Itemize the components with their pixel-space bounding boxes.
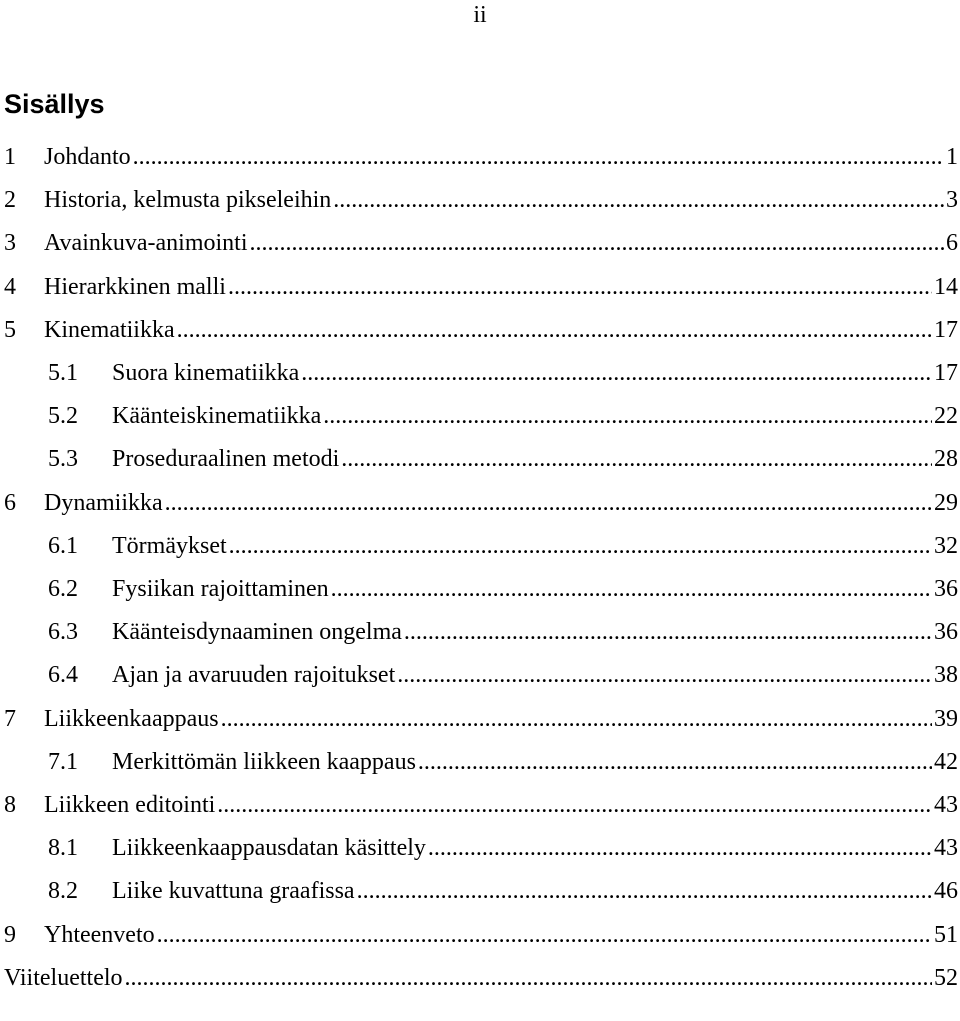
toc-entry[interactable] [4,702,958,736]
toc-entry-page: 46 [934,878,958,904]
toc-entry[interactable] [48,572,958,606]
toc-dot-leader [418,745,932,779]
toc-dot-leader [229,529,932,563]
toc-entry-page: 29 [934,490,958,516]
toc-entry[interactable] [4,270,958,304]
toc-entry-page: 43 [934,792,958,818]
toc-entry[interactable] [4,918,958,952]
toc-entry-number: 5.3 [48,446,78,472]
toc-entry[interactable] [4,226,958,260]
toc-entry-title: Ajan ja avaruuden rajoitukset [112,662,396,688]
toc-entry[interactable] [48,356,958,390]
toc-entry-number: 7.1 [48,749,78,775]
toc-entry-page: 6 [946,230,958,256]
toc-dot-leader [428,831,932,865]
toc-entry-page: 17 [934,360,958,386]
toc-entry-page: 36 [934,619,958,645]
toc-entry-title: Dynamiikka [44,490,163,516]
toc-entry-title: Hierarkkinen malli [44,274,226,300]
toc-entry[interactable] [4,788,958,822]
toc-entry-title: Törmäykset [112,533,227,559]
toc-entry-page: 43 [934,835,958,861]
toc-entry-title: Fysiikan rajoittaminen [112,576,329,602]
toc-entry-number: 6.2 [48,576,78,602]
toc-entry-page: 38 [934,662,958,688]
toc-entry-number: 8 [4,792,16,818]
toc-entry[interactable] [48,399,958,433]
toc-entry-title: Liike kuvattuna graafissa [112,878,355,904]
toc-entry-number: 5.2 [48,403,78,429]
toc-entry-number: 5 [4,317,16,343]
toc-entry-number: 4 [4,274,16,300]
toc-entry[interactable] [48,831,958,865]
toc-entry-page: 51 [934,922,958,948]
toc-entry[interactable] [48,874,958,908]
toc-entry-title: Liikkeenkaappausdatan käsittely [112,835,426,861]
toc-entry[interactable] [48,529,958,563]
toc-entry-number: 7 [4,706,16,732]
toc-entry-title: Proseduraalinen metodi [112,446,340,472]
toc-entry-number: 8.1 [48,835,78,861]
toc-entry-title: Kinematiikka [44,317,175,343]
toc-entry-title: Historia, kelmusta pikseleihin [44,187,332,213]
toc-entry-number: 9 [4,922,16,948]
toc-entry-page: 17 [934,317,958,343]
toc-entry-page: 42 [934,749,958,775]
toc-entry-title: Käänteiskinematiikka [112,403,322,429]
toc-entry-number: 3 [4,230,16,256]
toc-entry-title: Suora kinematiikka [112,360,300,386]
page-number: ii [473,2,487,28]
toc-dot-leader [228,270,932,304]
toc-dot-leader [341,442,932,476]
toc-entry[interactable] [4,140,958,174]
toc-title: Sisällys [4,89,105,119]
toc-dot-leader [397,658,932,692]
toc-dot-leader [157,918,932,952]
toc-entry-page: 36 [934,576,958,602]
toc-dot-leader [323,399,932,433]
toc-entry-page: 14 [934,274,958,300]
toc-entry-title: Liikkeen editointi [44,792,216,818]
toc-dot-leader [177,313,932,347]
toc-entry[interactable] [4,313,958,347]
toc-entry-title: Käänteisdynaaminen ongelma [112,619,402,645]
toc-dot-leader [301,356,932,390]
toc-entry-number: 6.3 [48,619,78,645]
toc-dot-leader [125,961,932,995]
toc-entry-number: 8.2 [48,878,78,904]
toc-entry[interactable] [4,486,958,520]
toc-entry-title: Liikkeenkaappaus [44,706,219,732]
toc-entry-page: 1 [946,144,958,170]
toc-dot-leader [133,140,944,174]
toc-entry-number: 6 [4,490,16,516]
toc-dot-leader [217,788,932,822]
toc-entry-number: 6.4 [48,662,78,688]
toc-entry[interactable] [48,745,958,779]
toc-entry-title: Johdanto [44,144,131,170]
toc-entry[interactable] [48,442,958,476]
toc-entry-number: 2 [4,187,16,213]
toc-entry-number: 5.1 [48,360,78,386]
toc-entry-page: 32 [934,533,958,559]
toc-entry-title: Viiteluettelo [4,965,123,991]
toc-dot-leader [250,226,944,260]
toc-entry-title: Merkittömän liikkeen kaappaus [112,749,416,775]
toc-dot-leader [331,572,932,606]
toc-entry[interactable] [4,183,958,217]
toc-entry[interactable] [4,961,958,995]
toc-entry-number: 6.1 [48,533,78,559]
toc-dot-leader [357,874,932,908]
toc-entry-title: Avainkuva-animointi [44,230,248,256]
toc-entry-page: 22 [934,403,958,429]
toc-entry[interactable] [48,615,958,649]
toc-dot-leader [165,486,932,520]
toc-entry-page: 28 [934,446,958,472]
toc-entry[interactable] [48,658,958,692]
toc-entry-number: 1 [4,144,16,170]
toc-dot-leader [221,702,932,736]
toc-entry-page: 39 [934,706,958,732]
toc-dot-leader [333,183,944,217]
toc-entry-title: Yhteenveto [44,922,155,948]
toc-entry-page: 3 [946,187,958,213]
toc-entry-page: 52 [934,965,958,991]
toc-dot-leader [404,615,932,649]
